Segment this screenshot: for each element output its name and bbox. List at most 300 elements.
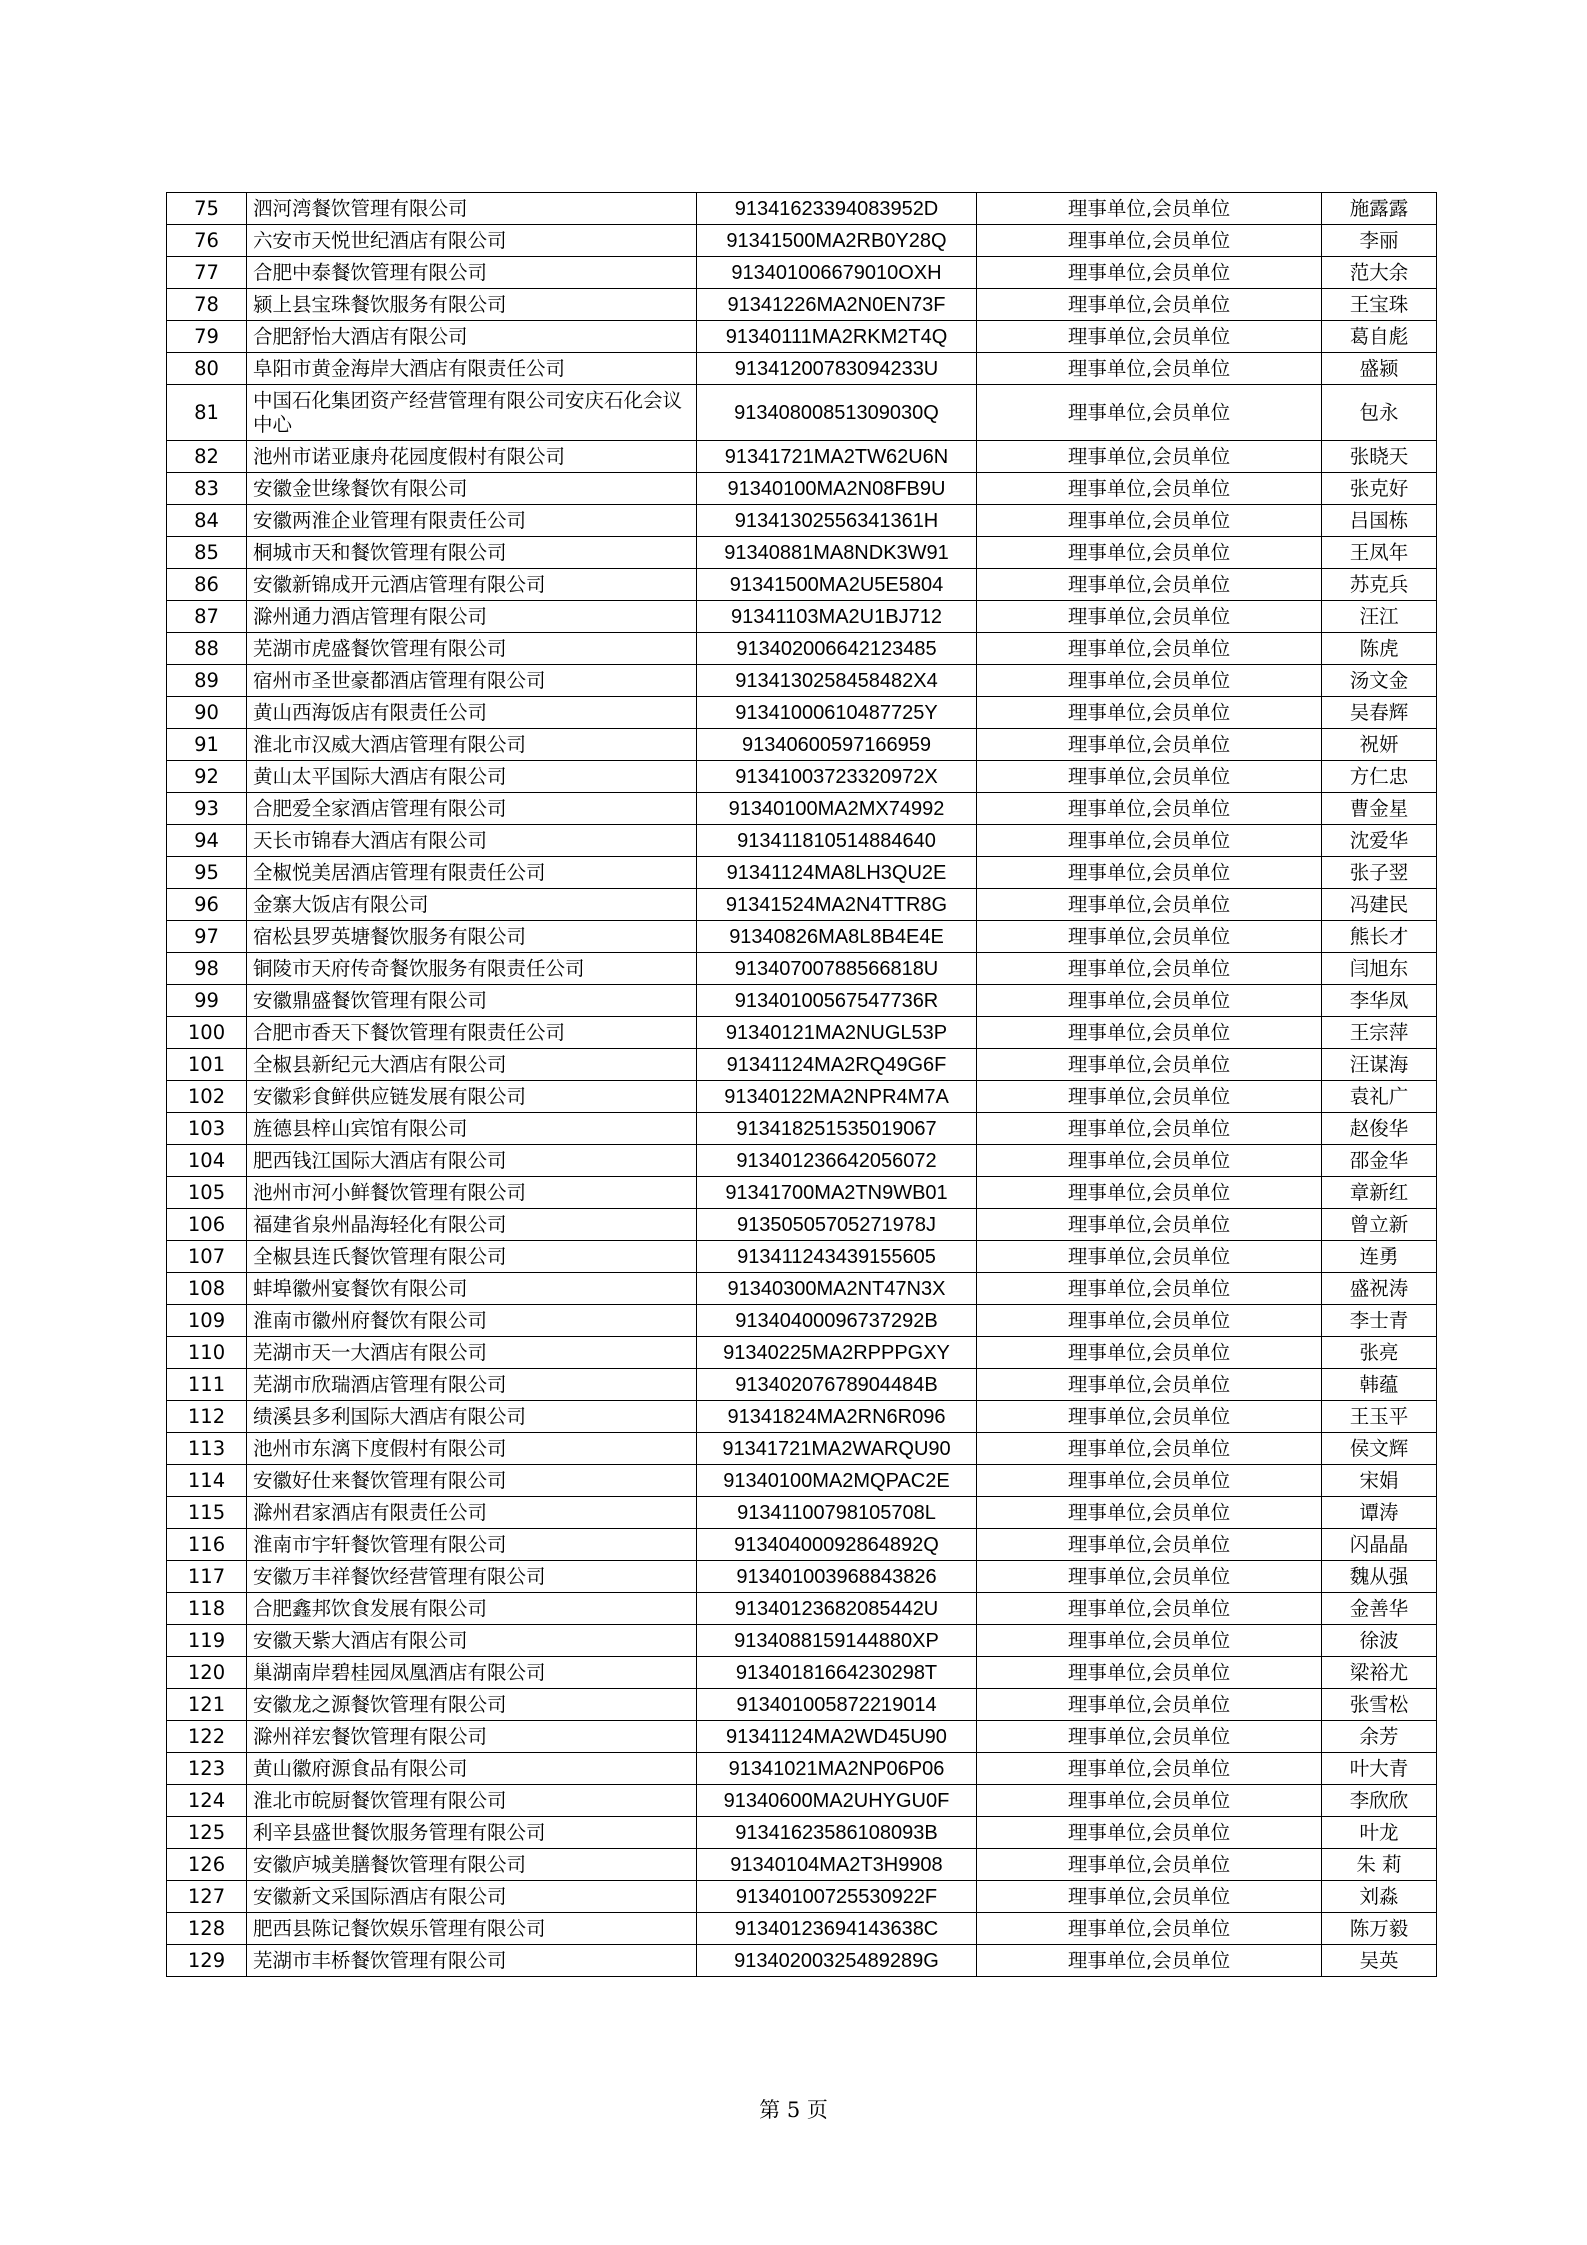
contact-person: 韩蕴 bbox=[1322, 1369, 1437, 1401]
row-number: 88 bbox=[167, 633, 247, 665]
row-number: 87 bbox=[167, 601, 247, 633]
table-row bbox=[167, 857, 1437, 889]
row-number: 118 bbox=[167, 1593, 247, 1625]
contact-person: 谭涛 bbox=[1322, 1497, 1437, 1529]
credit-code: 91340300MA2NT47N3X bbox=[697, 1273, 977, 1305]
row-number: 114 bbox=[167, 1465, 247, 1497]
company-name: 芜湖市天一大酒店有限公司 bbox=[247, 1337, 697, 1369]
table-row bbox=[167, 1369, 1437, 1401]
contact-person: 陈虎 bbox=[1322, 633, 1437, 665]
contact-person: 连勇 bbox=[1322, 1241, 1437, 1273]
table-row bbox=[167, 1913, 1437, 1945]
row-number: 120 bbox=[167, 1657, 247, 1689]
member-role: 理事单位,会员单位 bbox=[977, 1177, 1322, 1209]
member-role: 理事单位,会员单位 bbox=[977, 697, 1322, 729]
credit-code: 91341000610487725Y bbox=[697, 697, 977, 729]
contact-person: 汪谋海 bbox=[1322, 1049, 1437, 1081]
row-number: 89 bbox=[167, 665, 247, 697]
table-row bbox=[167, 1273, 1437, 1305]
credit-code: 91340181664230298T bbox=[697, 1657, 977, 1689]
table-row bbox=[167, 1849, 1437, 1881]
contact-person: 盛颍 bbox=[1322, 353, 1437, 385]
row-number: 106 bbox=[167, 1209, 247, 1241]
member-role: 理事单位,会员单位 bbox=[977, 985, 1322, 1017]
company-name: 滁州通力酒店管理有限公司 bbox=[247, 601, 697, 633]
row-number: 79 bbox=[167, 321, 247, 353]
table-row bbox=[167, 1401, 1437, 1433]
company-name: 安徽龙之源餐饮管理有限公司 bbox=[247, 1689, 697, 1721]
row-number: 100 bbox=[167, 1017, 247, 1049]
contact-person: 汪江 bbox=[1322, 601, 1437, 633]
credit-code: 913401005872219014 bbox=[697, 1689, 977, 1721]
member-role: 理事单位,会员单位 bbox=[977, 825, 1322, 857]
row-number: 96 bbox=[167, 889, 247, 921]
member-role: 理事单位,会员单位 bbox=[977, 1305, 1322, 1337]
contact-person: 汤文金 bbox=[1322, 665, 1437, 697]
member-role: 理事单位,会员单位 bbox=[977, 1497, 1322, 1529]
company-name: 阜阳市黄金海岸大酒店有限责任公司 bbox=[247, 353, 697, 385]
table-row bbox=[167, 385, 1437, 441]
member-role: 理事单位,会员单位 bbox=[977, 729, 1322, 761]
credit-code: 91341021MA2NP06P06 bbox=[697, 1753, 977, 1785]
company-name: 宿松县罗英塘餐饮服务有限公司 bbox=[247, 921, 697, 953]
credit-code: 91341700MA2TN9WB01 bbox=[697, 1177, 977, 1209]
member-role: 理事单位,会员单位 bbox=[977, 193, 1322, 225]
company-name: 滁州祥宏餐饮管理有限公司 bbox=[247, 1721, 697, 1753]
member-role: 理事单位,会员单位 bbox=[977, 953, 1322, 985]
row-number: 105 bbox=[167, 1177, 247, 1209]
table-row bbox=[167, 889, 1437, 921]
member-role: 理事单位,会员单位 bbox=[977, 1689, 1322, 1721]
member-role: 理事单位,会员单位 bbox=[977, 761, 1322, 793]
member-role: 理事单位,会员单位 bbox=[977, 505, 1322, 537]
contact-person: 章新红 bbox=[1322, 1177, 1437, 1209]
credit-code: 91341226MA2N0EN73F bbox=[697, 289, 977, 321]
credit-code: 91340100MA2N08FB9U bbox=[697, 473, 977, 505]
row-number: 110 bbox=[167, 1337, 247, 1369]
contact-person: 闫旭东 bbox=[1322, 953, 1437, 985]
table-row bbox=[167, 1817, 1437, 1849]
table-row bbox=[167, 1145, 1437, 1177]
company-name: 安徽彩食鲜供应链发展有限公司 bbox=[247, 1081, 697, 1113]
credit-code: 91340225MA2RPPPGXY bbox=[697, 1337, 977, 1369]
credit-code: 913411243439155605 bbox=[697, 1241, 977, 1273]
credit-code: 91340881MA8NDK3W91 bbox=[697, 537, 977, 569]
credit-code: 91341003723320972X bbox=[697, 761, 977, 793]
row-number: 76 bbox=[167, 225, 247, 257]
company-name: 安徽庐城美膳餐饮管理有限公司 bbox=[247, 1849, 697, 1881]
company-name: 全椒县新纪元大酒店有限公司 bbox=[247, 1049, 697, 1081]
credit-code: 91340123694143638C bbox=[697, 1913, 977, 1945]
contact-person: 李华凤 bbox=[1322, 985, 1437, 1017]
contact-person: 魏从强 bbox=[1322, 1561, 1437, 1593]
company-name: 旌德县梓山宾馆有限公司 bbox=[247, 1113, 697, 1145]
table-row bbox=[167, 793, 1437, 825]
contact-person: 李丽 bbox=[1322, 225, 1437, 257]
row-number: 81 bbox=[167, 385, 247, 441]
credit-code: 91341721MA2TW62U6N bbox=[697, 441, 977, 473]
credit-code: 91340100MA2MQPAC2E bbox=[697, 1465, 977, 1497]
company-name: 滁州君家酒店有限责任公司 bbox=[247, 1497, 697, 1529]
member-role: 理事单位,会员单位 bbox=[977, 857, 1322, 889]
credit-code: 91341825153501​9067 bbox=[697, 1113, 977, 1145]
contact-person: 张晓天 bbox=[1322, 441, 1437, 473]
company-name: 池州市诺亚康舟花园度假村有限公司 bbox=[247, 441, 697, 473]
table-row bbox=[167, 193, 1437, 225]
company-name: 安徽新文采国际酒店有限公司 bbox=[247, 1881, 697, 1913]
row-number: 104 bbox=[167, 1145, 247, 1177]
credit-code: 91341524MA2N4TTR8G bbox=[697, 889, 977, 921]
table-row bbox=[167, 1529, 1437, 1561]
contact-person: 吴英 bbox=[1322, 1945, 1437, 1977]
table-row bbox=[167, 1209, 1437, 1241]
contact-person: 朱 莉 bbox=[1322, 1849, 1437, 1881]
table-row bbox=[167, 321, 1437, 353]
table-row bbox=[167, 825, 1437, 857]
row-number: 92 bbox=[167, 761, 247, 793]
company-name: 安徽鼎盛餐饮管理有限公司 bbox=[247, 985, 697, 1017]
contact-person: 范大余 bbox=[1322, 257, 1437, 289]
row-number: 116 bbox=[167, 1529, 247, 1561]
contact-person: 宋娟 bbox=[1322, 1465, 1437, 1497]
credit-code: 913401003968843826 bbox=[697, 1561, 977, 1593]
credit-code: 91341124MA2RQ49G6F bbox=[697, 1049, 977, 1081]
member-role: 理事单位,会员单位 bbox=[977, 633, 1322, 665]
table-row bbox=[167, 1561, 1437, 1593]
member-role: 理事单位,会员单位 bbox=[977, 1849, 1322, 1881]
credit-code: 91340400092864892Q bbox=[697, 1529, 977, 1561]
table-row bbox=[167, 1433, 1437, 1465]
member-role: 理事单位,会员单位 bbox=[977, 441, 1322, 473]
member-role: 理事单位,会员单位 bbox=[977, 1785, 1322, 1817]
company-name: 安徽金世缘餐饮有限公司 bbox=[247, 473, 697, 505]
table-row bbox=[167, 633, 1437, 665]
company-name: 颍上县宝珠餐饮服务有限公司 bbox=[247, 289, 697, 321]
table-row bbox=[167, 537, 1437, 569]
contact-person: 王凤年 bbox=[1322, 537, 1437, 569]
company-name: 芜湖市虎盛餐饮管理有限公司 bbox=[247, 633, 697, 665]
company-name: 淮南市徽州府餐饮有限公司 bbox=[247, 1305, 697, 1337]
company-name: 黄山徽府源食品有限公司 bbox=[247, 1753, 697, 1785]
row-number: 101 bbox=[167, 1049, 247, 1081]
contact-person: 葛自彪 bbox=[1322, 321, 1437, 353]
table-row bbox=[167, 1689, 1437, 1721]
row-number: 97 bbox=[167, 921, 247, 953]
row-number: 95 bbox=[167, 857, 247, 889]
company-name: 安徽天紫大酒店有限公司 bbox=[247, 1625, 697, 1657]
company-name: 淮北市皖厨餐饮管理有限公司 bbox=[247, 1785, 697, 1817]
table-row bbox=[167, 1049, 1437, 1081]
table-row bbox=[167, 1497, 1437, 1529]
row-number: 127 bbox=[167, 1881, 247, 1913]
credit-code: 913402006642123485 bbox=[697, 633, 977, 665]
row-number: 77 bbox=[167, 257, 247, 289]
contact-person: 张克好 bbox=[1322, 473, 1437, 505]
member-role: 理事单位,会员单位 bbox=[977, 1433, 1322, 1465]
contact-person: 包永 bbox=[1322, 385, 1437, 441]
contact-person: 曾立新 bbox=[1322, 1209, 1437, 1241]
company-name: 天长市锦春大酒店有限公司 bbox=[247, 825, 697, 857]
table-row bbox=[167, 665, 1437, 697]
company-name: 淮北市汉威大酒店管理有限公司 bbox=[247, 729, 697, 761]
credit-code: 91341623586108093B bbox=[697, 1817, 977, 1849]
member-role: 理事单位,会员单位 bbox=[977, 321, 1322, 353]
contact-person: 张雪松 bbox=[1322, 1689, 1437, 1721]
member-role: 理事单位,会员单位 bbox=[977, 1081, 1322, 1113]
credit-code: 913401236642056072 bbox=[697, 1145, 977, 1177]
member-role: 理事单位,会员单位 bbox=[977, 1625, 1322, 1657]
row-number: 126 bbox=[167, 1849, 247, 1881]
table-row bbox=[167, 441, 1437, 473]
table-row bbox=[167, 1881, 1437, 1913]
contact-person: 李士青 bbox=[1322, 1305, 1437, 1337]
table-row bbox=[167, 1305, 1437, 1337]
company-name: 安徽万丰祥餐饮经营管理有限公司 bbox=[247, 1561, 697, 1593]
company-name: 黄山太平国际大酒店有限公司 bbox=[247, 761, 697, 793]
row-number: 123 bbox=[167, 1753, 247, 1785]
table-row bbox=[167, 1465, 1437, 1497]
contact-person: 叶龙 bbox=[1322, 1817, 1437, 1849]
table-row bbox=[167, 697, 1437, 729]
row-number: 99 bbox=[167, 985, 247, 1017]
row-number: 94 bbox=[167, 825, 247, 857]
row-number: 117 bbox=[167, 1561, 247, 1593]
row-number: 125 bbox=[167, 1817, 247, 1849]
member-role: 理事单位,会员单位 bbox=[977, 1209, 1322, 1241]
table-row bbox=[167, 473, 1437, 505]
row-number: 82 bbox=[167, 441, 247, 473]
credit-code: 91341200783094233U bbox=[697, 353, 977, 385]
company-name: 全椒县连氏餐饮管理有限公司 bbox=[247, 1241, 697, 1273]
contact-person: 冯建民 bbox=[1322, 889, 1437, 921]
row-number: 107 bbox=[167, 1241, 247, 1273]
row-number: 75 bbox=[167, 193, 247, 225]
table-row bbox=[167, 1241, 1437, 1273]
member-role: 理事单位,会员单位 bbox=[977, 1721, 1322, 1753]
row-number: 98 bbox=[167, 953, 247, 985]
contact-person: 王玉平 bbox=[1322, 1401, 1437, 1433]
credit-code: 91340111MA2RKM2T4Q bbox=[697, 321, 977, 353]
contact-person: 袁礼广 bbox=[1322, 1081, 1437, 1113]
company-name: 铜陵市天府传奇餐饮服务有限责任公司 bbox=[247, 953, 697, 985]
contact-person: 沈爱华 bbox=[1322, 825, 1437, 857]
credit-code: 913408815914488​0XP bbox=[697, 1625, 977, 1657]
member-role: 理事单位,会员单位 bbox=[977, 1753, 1322, 1785]
member-role: 理事单位,会员单位 bbox=[977, 353, 1322, 385]
member-role: 理事单位,会员单位 bbox=[977, 385, 1322, 441]
table-row bbox=[167, 1657, 1437, 1689]
row-number: 102 bbox=[167, 1081, 247, 1113]
credit-code: 91341124MA8LH3QU2E bbox=[697, 857, 977, 889]
member-role: 理事单位,会员单位 bbox=[977, 1657, 1322, 1689]
table-row bbox=[167, 1593, 1437, 1625]
contact-person: 闪晶晶 bbox=[1322, 1529, 1437, 1561]
company-name: 安徽新锦成开元酒店管理有限公司 bbox=[247, 569, 697, 601]
row-number: 124 bbox=[167, 1785, 247, 1817]
credit-code: 91340400096737292B bbox=[697, 1305, 977, 1337]
member-role: 理事单位,会员单位 bbox=[977, 1561, 1322, 1593]
credit-code: 91341181051488464​0 bbox=[697, 825, 977, 857]
contact-person: 李欣欣 bbox=[1322, 1785, 1437, 1817]
row-number: 128 bbox=[167, 1913, 247, 1945]
member-role: 理事单位,会员单位 bbox=[977, 537, 1322, 569]
table-row bbox=[167, 1337, 1437, 1369]
company-name: 合肥舒怡大酒店有限公司 bbox=[247, 321, 697, 353]
member-role: 理事单位,会员单位 bbox=[977, 1913, 1322, 1945]
credit-code: 91341824MA2RN6R096 bbox=[697, 1401, 977, 1433]
contact-person: 曹金星 bbox=[1322, 793, 1437, 825]
member-table bbox=[166, 192, 1437, 1977]
row-number: 115 bbox=[167, 1497, 247, 1529]
row-number: 109 bbox=[167, 1305, 247, 1337]
table-row bbox=[167, 1625, 1437, 1657]
credit-code: 91340700788566818U bbox=[697, 953, 977, 985]
member-role: 理事单位,会员单位 bbox=[977, 225, 1322, 257]
credit-code: 91340800851309030Q bbox=[697, 385, 977, 441]
credit-code: 91341124MA2WD45U90 bbox=[697, 1721, 977, 1753]
company-name: 全椒悦美居酒店管理有限责任公司 bbox=[247, 857, 697, 889]
row-number: 129 bbox=[167, 1945, 247, 1977]
company-name: 合肥鑫邦饮食发展有限公司 bbox=[247, 1593, 697, 1625]
credit-code: 91340123682085442U bbox=[697, 1593, 977, 1625]
table-row bbox=[167, 1017, 1437, 1049]
company-name: 巢湖南岸碧桂园凤凰酒店有限公司 bbox=[247, 1657, 697, 1689]
company-name: 泗河湾餐饮管理有限公司 bbox=[247, 193, 697, 225]
contact-person: 陈万毅 bbox=[1322, 1913, 1437, 1945]
member-role: 理事单位,会员单位 bbox=[977, 1241, 1322, 1273]
member-role: 理事单位,会员单位 bbox=[977, 889, 1322, 921]
row-number: 121 bbox=[167, 1689, 247, 1721]
row-number: 112 bbox=[167, 1401, 247, 1433]
credit-code: 91340100MA2MX74992 bbox=[697, 793, 977, 825]
member-role: 理事单位,会员单位 bbox=[977, 1465, 1322, 1497]
table-row bbox=[167, 1113, 1437, 1145]
credit-code: 91341500MA2RB0Y28Q bbox=[697, 225, 977, 257]
company-name: 六安市天悦世纪酒店有限公司 bbox=[247, 225, 697, 257]
company-name: 淮南市宇轩餐饮管理有限公司 bbox=[247, 1529, 697, 1561]
contact-person: 邵金华 bbox=[1322, 1145, 1437, 1177]
credit-code: 91340826MA8L8B4E4E bbox=[697, 921, 977, 953]
company-name: 芜湖市丰桥餐饮管理有限公司 bbox=[247, 1945, 697, 1977]
contact-person: 叶大青 bbox=[1322, 1753, 1437, 1785]
row-number: 108 bbox=[167, 1273, 247, 1305]
row-number: 83 bbox=[167, 473, 247, 505]
credit-code: 91340207678904484B bbox=[697, 1369, 977, 1401]
table-row bbox=[167, 1081, 1437, 1113]
contact-person: 侯文辉 bbox=[1322, 1433, 1437, 1465]
row-number: 86 bbox=[167, 569, 247, 601]
member-role: 理事单位,会员单位 bbox=[977, 1369, 1322, 1401]
member-role: 理事单位,会员单位 bbox=[977, 665, 1322, 697]
contact-person: 王宗萍 bbox=[1322, 1017, 1437, 1049]
credit-code: 913401006679010OXH bbox=[697, 257, 977, 289]
table-row bbox=[167, 1721, 1437, 1753]
company-name: 肥西钱江国际大酒店有限公司 bbox=[247, 1145, 697, 1177]
company-name: 蚌埠徽州宴餐饮有限公司 bbox=[247, 1273, 697, 1305]
row-number: 90 bbox=[167, 697, 247, 729]
credit-code: 91350505705271978J bbox=[697, 1209, 977, 1241]
member-role: 理事单位,会员单位 bbox=[977, 1113, 1322, 1145]
company-name: 合肥爱全家酒店管理有限公司 bbox=[247, 793, 697, 825]
table-row bbox=[167, 505, 1437, 537]
credit-code: 91340100725530922F bbox=[697, 1881, 977, 1913]
credit-code: 91340600MA2UHYGU0F bbox=[697, 1785, 977, 1817]
company-name: 绩溪县多利国际大酒店有限公司 bbox=[247, 1401, 697, 1433]
table-row bbox=[167, 1785, 1437, 1817]
table-row bbox=[167, 569, 1437, 601]
credit-code: 91341721MA2WARQU90 bbox=[697, 1433, 977, 1465]
member-role: 理事单位,会员单位 bbox=[977, 473, 1322, 505]
table-row bbox=[167, 225, 1437, 257]
company-name: 宿州市圣世豪都酒店管理有限公司 bbox=[247, 665, 697, 697]
row-number: 103 bbox=[167, 1113, 247, 1145]
row-number: 91 bbox=[167, 729, 247, 761]
member-role: 理事单位,会员单位 bbox=[977, 601, 1322, 633]
table-row bbox=[167, 1945, 1437, 1977]
member-table-body bbox=[167, 193, 1437, 1977]
row-number: 80 bbox=[167, 353, 247, 385]
member-role: 理事单位,会员单位 bbox=[977, 257, 1322, 289]
company-name: 福建省泉州晶海轻化有限公司 bbox=[247, 1209, 697, 1241]
company-name: 安徽两淮企业管理有限责任公司 bbox=[247, 505, 697, 537]
company-name: 安徽好仕来餐饮管理有限公司 bbox=[247, 1465, 697, 1497]
contact-person: 吕国栋 bbox=[1322, 505, 1437, 537]
contact-person: 徐波 bbox=[1322, 1625, 1437, 1657]
contact-person: 苏克兵 bbox=[1322, 569, 1437, 601]
member-role: 理事单位,会员单位 bbox=[977, 1881, 1322, 1913]
row-number: 78 bbox=[167, 289, 247, 321]
company-name: 芜湖市欣瑞酒店管理有限公司 bbox=[247, 1369, 697, 1401]
company-name: 肥西县陈记餐饮娱乐管理有限公司 bbox=[247, 1913, 697, 1945]
row-number: 85 bbox=[167, 537, 247, 569]
credit-code: 91341500MA2U5E5804 bbox=[697, 569, 977, 601]
credit-code: 91340200325489289G bbox=[697, 1945, 977, 1977]
company-name: 池州市东漓下度假村有限公司 bbox=[247, 1433, 697, 1465]
table-row bbox=[167, 289, 1437, 321]
company-name: 金寨大饭店有限公司 bbox=[247, 889, 697, 921]
member-role: 理事单位,会员单位 bbox=[977, 289, 1322, 321]
row-number: 93 bbox=[167, 793, 247, 825]
company-name: 利辛县盛世餐饮服务管理有限公司 bbox=[247, 1817, 697, 1849]
credit-code: 91340104MA2T3H9908 bbox=[697, 1849, 977, 1881]
member-role: 理事单位,会员单位 bbox=[977, 1049, 1322, 1081]
table-row bbox=[167, 985, 1437, 1017]
row-number: 122 bbox=[167, 1721, 247, 1753]
member-role: 理事单位,会员单位 bbox=[977, 1945, 1322, 1977]
contact-person: 盛祝涛 bbox=[1322, 1273, 1437, 1305]
table-row bbox=[167, 257, 1437, 289]
member-role: 理事单位,会员单位 bbox=[977, 1593, 1322, 1625]
table-row bbox=[167, 761, 1437, 793]
contact-person: 余芳 bbox=[1322, 1721, 1437, 1753]
table-row bbox=[167, 1753, 1437, 1785]
table-row bbox=[167, 729, 1437, 761]
credit-code: 91340122MA2NPR4M7A bbox=[697, 1081, 977, 1113]
company-name: 池州市河小鲜餐饮管理有限公司 bbox=[247, 1177, 697, 1209]
company-name: 合肥市香天下餐饮管理有限责任公司 bbox=[247, 1017, 697, 1049]
table-row bbox=[167, 1177, 1437, 1209]
credit-code: 91340121MA2NUGL53P bbox=[697, 1017, 977, 1049]
credit-code: 91341103MA2U1BJ712 bbox=[697, 601, 977, 633]
contact-person: 刘淼 bbox=[1322, 1881, 1437, 1913]
member-role: 理事单位,会员单位 bbox=[977, 1401, 1322, 1433]
member-role: 理事单位,会员单位 bbox=[977, 793, 1322, 825]
member-role: 理事单位,会员单位 bbox=[977, 569, 1322, 601]
contact-person: 张子翌 bbox=[1322, 857, 1437, 889]
table-row bbox=[167, 921, 1437, 953]
credit-code: 91341302584584​82X4 bbox=[697, 665, 977, 697]
credit-code: 91341100798105708L bbox=[697, 1497, 977, 1529]
